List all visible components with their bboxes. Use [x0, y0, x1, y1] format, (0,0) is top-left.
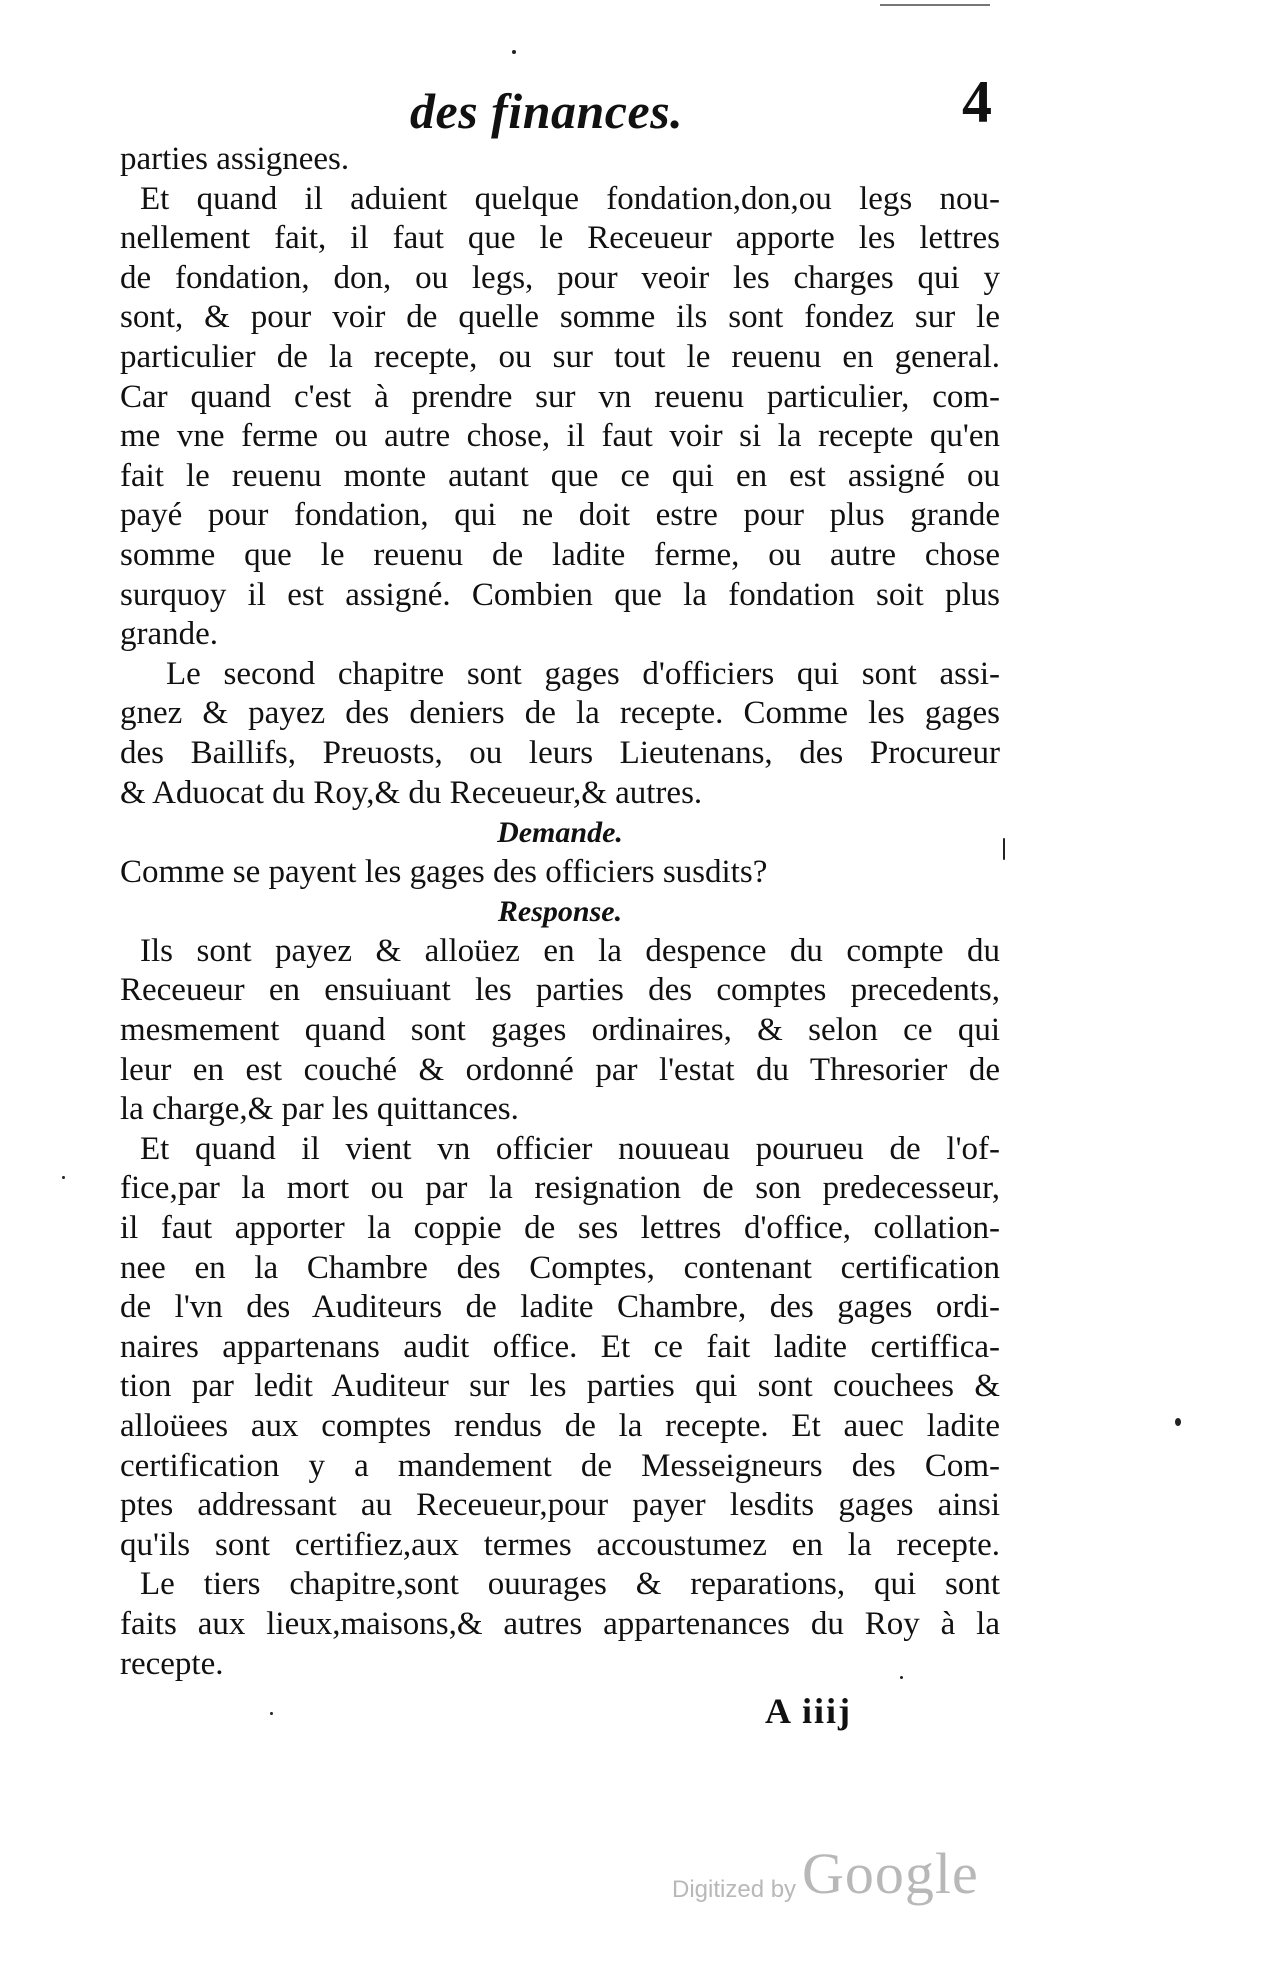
watermark-brand: Google [802, 1841, 979, 1906]
text-line: surquoy il est assigné. Combien que la fondation soit plus [120, 576, 1000, 613]
text-line: mesmement quand sont gages ordinaires, & selon ce qui [120, 1012, 1000, 1049]
section-heading-response: Response. [497, 895, 623, 929]
text-line: nellement fait, il faut que le Receueur apporte les lettres [120, 220, 1000, 257]
text-line: il faut apporter la coppie de ses lettres d'office, collation- [120, 1210, 1000, 1247]
text-line: Comme se payent les gages des officiers susdits? [120, 853, 768, 890]
text-line: Car quand c'est à prendre sur vn reuenu particulier, com- [120, 378, 1000, 415]
scan-speck [512, 50, 516, 54]
text-line: de fondation, don, ou legs, pour veoir les charges qui y [120, 259, 1000, 296]
page-number: 4 [962, 69, 992, 135]
scan-speck [1003, 838, 1005, 860]
page-body [120, 140, 1000, 1684]
watermark-prefix: Digitized by [672, 1876, 797, 1903]
text-line: particulier de la recepte, ou sur tout le reuenu en general. [120, 338, 1000, 375]
text-line: des Baillifs, Preuosts, ou leurs Lieutenans, des Procureur [120, 734, 1000, 771]
text-line: qu'ils sont certifiez,aux termes accoustumez en la recepte. [120, 1526, 1000, 1563]
text-line: grande. [120, 616, 219, 653]
scan-speck [62, 1176, 65, 1179]
text-line: gnez & payez des deniers de la recepte. Comme les gages [120, 695, 1000, 732]
text-line: nee en la Chambre des Comptes, contenant certification [120, 1249, 1000, 1286]
text-line: Et quand il aduient quelque fondation,don,ou legs nou- [140, 180, 1000, 217]
digitized-watermark [672, 1840, 1002, 1910]
text-line: recepte. [120, 1645, 224, 1682]
text-line: naires appartenans audit office. Et ce fait ladite certiffica- [120, 1328, 1000, 1365]
text-line: ptes addressant au Receueur,pour payer lesdits gages ainsi [120, 1487, 1000, 1524]
scan-speck [880, 4, 990, 6]
signature-mark: A iiij [765, 1691, 853, 1731]
text-line: me vne ferme ou autre chose, il faut voir si la recepte qu'en [120, 418, 1000, 455]
text-line: payé pour fondation, qui ne doit estre pour plus grande [120, 497, 1000, 534]
text-line: Le tiers chapitre,sont ouurages & reparations, qui sont [140, 1566, 1000, 1603]
text-line: leur en est couché & ordonné par l'estat du Thresorier de [120, 1051, 1000, 1088]
text-line: de l'vn des Auditeurs de ladite Chambre, des gages ordi- [120, 1289, 1000, 1326]
text-line: alloüees aux comptes rendus de la recepte. Et auec ladite [120, 1408, 1000, 1444]
text-line: fice,par la mort ou par la resignation de son predecesseur, [120, 1170, 1000, 1207]
text-line: sont, & pour voir de quelle somme ils sont fondez sur le [120, 299, 1000, 336]
text-line: la charge,& par les quittances. [120, 1091, 519, 1128]
scan-speck [900, 1676, 903, 1679]
text-line: tion par ledit Auditeur sur les parties qui sont couchees & [120, 1368, 1000, 1405]
text-line: fait le reuenu monte autant que ce qui en est assigné ou [120, 457, 1000, 494]
text-line: faits aux lieux,maisons,& autres appartenances du Roy à la [120, 1605, 1000, 1642]
section-heading-demande: Demande. [497, 816, 623, 850]
scan-speck [1175, 1418, 1181, 1426]
text-line: Ils sont payez & alloüez en la despence du compte du [140, 932, 1000, 969]
text-line: Et quand il vient vn officier nouueau pourueu de l'of- [140, 1130, 1000, 1167]
text-line: parties assignees. [120, 141, 350, 177]
text-line: Receueur en ensuiuant les parties des comptes precedents, [120, 972, 1000, 1009]
text-line: & Aduocat du Roy,& du Receueur,& autres. [120, 774, 703, 811]
text-line: certification y a mandement de Messeigneurs des Com- [120, 1447, 1000, 1484]
text-line: Le second chapitre sont gages d'officiers qui sont assi- [166, 655, 1000, 692]
running-title: des finances. [410, 83, 684, 139]
scan-speck [270, 1712, 273, 1715]
text-line: somme que le reuenu de ladite ferme, ou autre chose [120, 536, 1000, 573]
